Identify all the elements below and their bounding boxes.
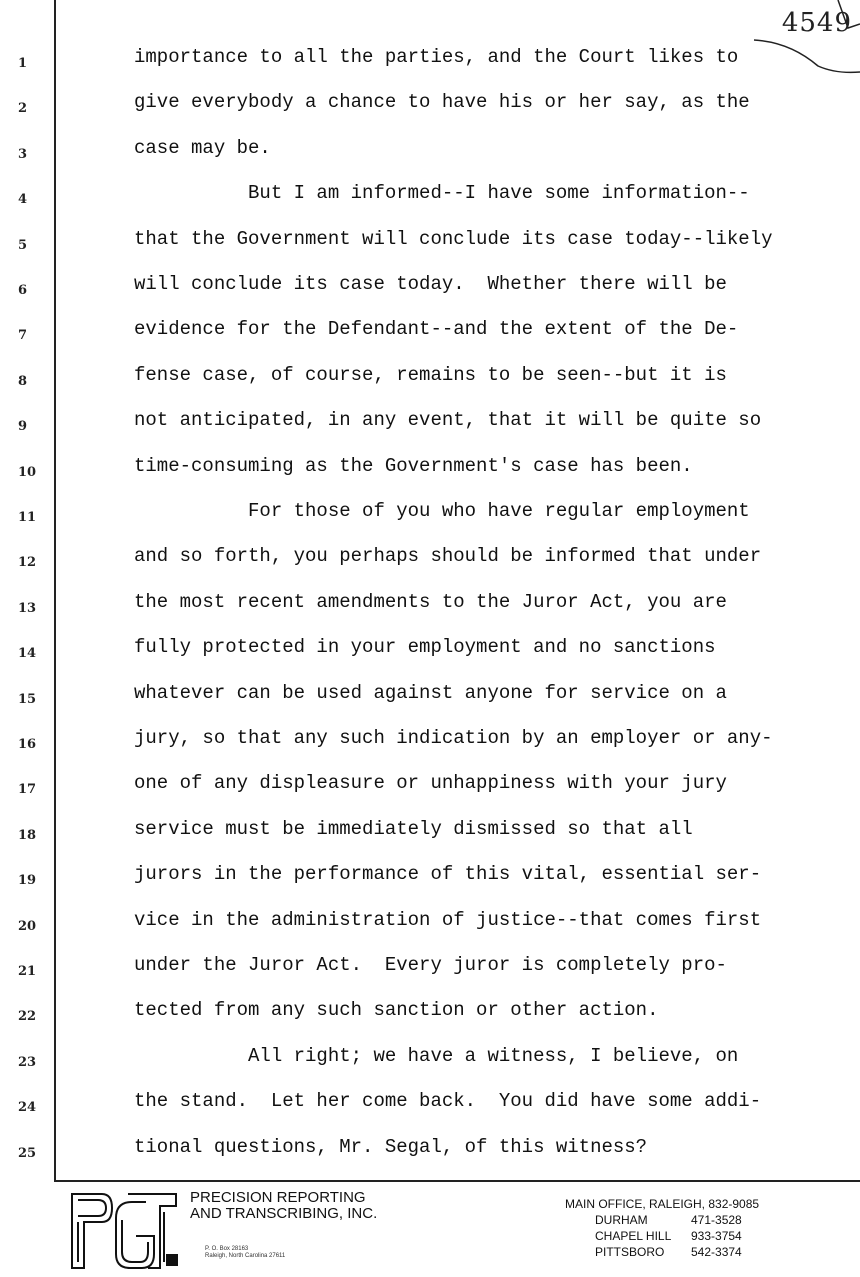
line-number: 19 — [18, 873, 37, 889]
line-number: 24 — [18, 1100, 37, 1116]
company-address — [205, 1246, 285, 1260]
bottom-rule — [54, 1180, 860, 1182]
office-list — [565, 1196, 759, 1260]
line-number: 22 — [18, 1009, 37, 1025]
office-row — [565, 1244, 759, 1260]
company-logo — [68, 1188, 184, 1272]
address-line2: Raleigh, North Carolina 27611 — [205, 1253, 286, 1259]
line-number: 3 — [18, 146, 28, 162]
transcript-line: not anticipated, in any event, that it will be quite so — [134, 409, 762, 432]
transcript-line: that the Government will conclude its case today--likely — [134, 227, 773, 250]
transcript-line: tected from any such sanction or other action. — [134, 999, 659, 1022]
left-margin-rule — [54, 0, 56, 1180]
transcript-line: the stand. Let her come back. You did have some addi- — [134, 1090, 762, 1113]
office-city: PITTSBORO — [595, 1245, 665, 1259]
office-city: CHAPEL HILL — [595, 1229, 672, 1243]
line-number: 18 — [18, 827, 37, 843]
office-phone: 471-3528 — [691, 1213, 742, 1227]
transcript-line: But I am informed--I have some information-- — [134, 182, 750, 205]
transcript-line: one of any displeasure or unhappiness with your jury — [134, 772, 727, 795]
line-number: 17 — [18, 782, 37, 798]
office-row — [565, 1228, 759, 1244]
line-number: 14 — [18, 646, 37, 662]
line-number: 4 — [18, 192, 28, 208]
transcript-line: jury, so that any such indication by an employer or any- — [134, 727, 773, 749]
line-number: 8 — [18, 373, 28, 389]
office-phone: 542-3374 — [691, 1245, 742, 1259]
page-number: 4549 — [781, 8, 852, 38]
transcript-line: importance to all the parties, and the Court likes to — [134, 46, 739, 68]
transcript-line: service must be immediately dismissed so that all — [134, 817, 693, 840]
line-number: 11 — [18, 510, 37, 525]
transcript-line: jurors in the performance of this vital, essential ser- — [134, 863, 762, 886]
transcript-line: and so forth, you perhaps should be informed that under — [134, 545, 762, 568]
transcript-line: evidence for the Defendant--and the extent of the De- — [134, 318, 739, 341]
office-phone: 933-3754 — [691, 1229, 742, 1243]
line-number: 6 — [18, 283, 28, 298]
line-number: 25 — [18, 1145, 37, 1161]
line-number: 5 — [18, 237, 28, 253]
line-number: 7 — [18, 328, 28, 344]
line-number: 13 — [18, 600, 37, 616]
line-number: 1 — [18, 56, 28, 71]
line-number: 9 — [18, 419, 28, 435]
transcript-line: fense case, of course, remains to be seen--but it is — [134, 363, 727, 386]
company-name-line1: PRECISION REPORTING — [190, 1189, 366, 1206]
office-city: DURHAM — [595, 1213, 648, 1227]
main-office: MAIN OFFICE, RALEIGH, 832-9085 — [565, 1197, 760, 1211]
line-number: 15 — [18, 691, 37, 707]
transcript-line: For those of you who have regular employment — [134, 500, 750, 522]
company-name-line2: AND TRANSCRIBING, INC. — [190, 1205, 378, 1222]
line-number: 10 — [18, 464, 37, 480]
transcript-line: vice in the administration of justice--that comes first — [134, 908, 762, 931]
transcript-line: whatever can be used against anyone for service on a — [134, 681, 727, 704]
transcript-line: give everybody a chance to have his or her say, as the — [134, 91, 750, 114]
transcript-line: All right; we have a witness, I believe, on — [134, 1044, 739, 1067]
line-number: 16 — [18, 737, 37, 752]
transcript-line: will conclude its case today. Whether there will be — [134, 273, 727, 295]
line-number: 23 — [18, 1054, 37, 1070]
line-number: 20 — [18, 918, 37, 934]
line-number: 12 — [18, 555, 37, 571]
line-number: 21 — [18, 964, 37, 979]
line-number: 2 — [18, 101, 28, 117]
company-name — [190, 1190, 377, 1222]
transcript-line: case may be. — [134, 136, 271, 159]
transcript-line: fully protected in your employment and no sanctions — [134, 636, 716, 659]
transcript-line: under the Juror Act. Every juror is completely pro- — [134, 954, 727, 976]
address-line1: P. O. Box 28163 — [205, 1246, 249, 1252]
office-row — [565, 1212, 759, 1228]
transcript-line: time-consuming as the Government's case has been. — [134, 454, 693, 477]
page-corner-curl — [750, 0, 860, 75]
transcript-line: tional questions, Mr. Segal, of this witness? — [134, 1135, 648, 1158]
transcript-line: the most recent amendments to the Juror Act, you are — [134, 590, 727, 613]
